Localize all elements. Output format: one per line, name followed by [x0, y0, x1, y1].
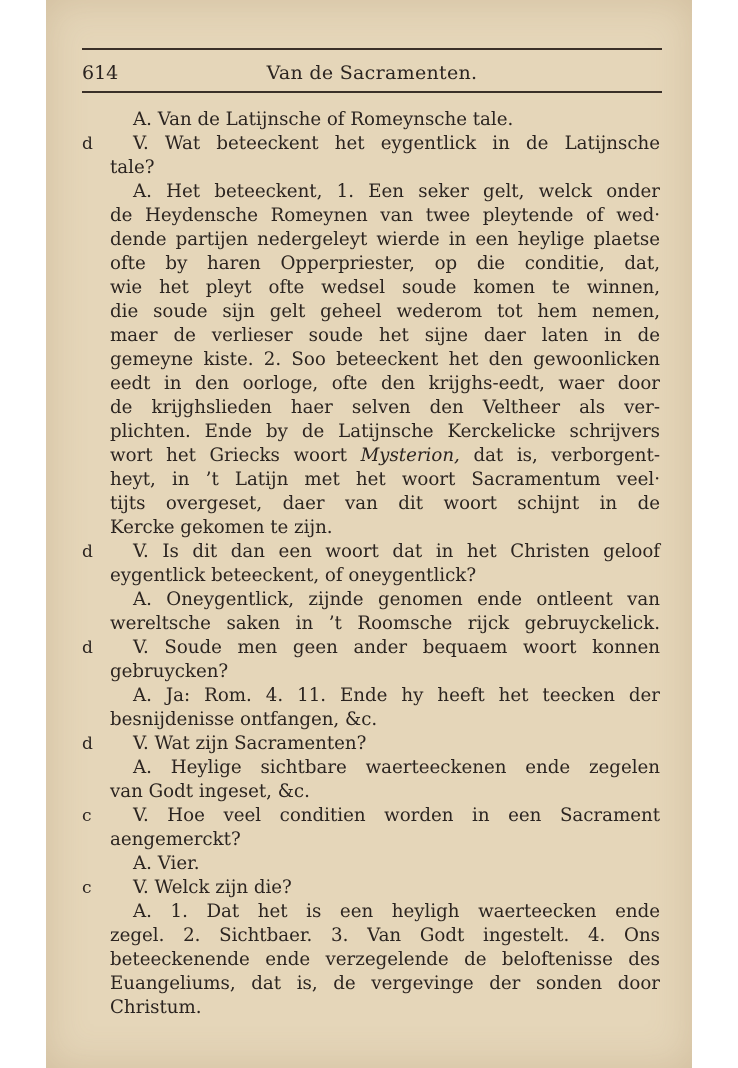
margin-marker: d [82, 542, 93, 562]
text-line [0, 132, 738, 156]
text-line [0, 876, 738, 900]
text-line [0, 636, 738, 660]
text-line [0, 708, 738, 732]
line-text: V. Wat zijn Sacramenten? [133, 733, 367, 754]
text-line [0, 540, 738, 564]
line-text-part: wort het Griecks woort [110, 445, 347, 466]
line-text: wereltsche saken in ’t Roomsche rijck gebruyckelick. [110, 613, 660, 634]
line-text: Euangeliums, dat is, de vergevinge der sonden door [110, 973, 660, 994]
line-text: V. Hoe veel conditien worden in een Sacrament [133, 805, 660, 826]
line-text: A. Vier. [133, 853, 200, 874]
italic-term: Mysterion, [360, 445, 460, 466]
text-line [0, 396, 738, 420]
line-text: Kercke gekomen te zijn. [110, 517, 333, 538]
text-line [0, 276, 738, 300]
text-line [0, 228, 738, 252]
margin-marker: d [82, 734, 93, 754]
line-text: A. Ja: Rom. 4. 11. Ende hy heeft het teecken der [133, 685, 660, 706]
line-text: die soude sijn gelt geheel wederom tot hem nemen, [110, 301, 660, 322]
line-text: zegel. 2. Sichtbaer. 3. Van Godt ingestelt. 4. Ons [110, 925, 660, 946]
text-line [0, 324, 738, 348]
header-top-rule [82, 48, 662, 50]
line-text: van Godt ingeset, &c. [110, 781, 310, 802]
line-text: de Heydensche Romeynen van twee pleytende of wed· [110, 205, 660, 226]
line-text: gemeyne kiste. 2. Soo beteeckent het den gewoonlicken [110, 349, 660, 370]
line-text: wie het pleyt ofte wedsel soude komen te winnen, [110, 277, 660, 298]
line-text: A. Het beteeckent, 1. Een seker gelt, welck onder [133, 181, 660, 202]
text-line [0, 900, 738, 924]
line-text: besnijdenisse ontfangen, &c. [110, 709, 378, 730]
line-text: dende partijen nedergeleyt wierde in een heylige plaetse [110, 229, 660, 250]
line-text: aengemerckt? [110, 829, 241, 850]
line-text: A. Heylige sichtbare waerteeckenen ende zegelen [133, 757, 660, 778]
text-line [0, 588, 738, 612]
text-line [0, 300, 738, 324]
text-line [0, 492, 738, 516]
text-line [0, 852, 738, 876]
page-header [82, 60, 662, 86]
text-line [0, 516, 738, 540]
text-line [0, 348, 738, 372]
text-line [0, 564, 738, 588]
line-text: A. 1. Dat het is een heyligh waerteecken ende [133, 901, 660, 922]
running-title: Van de Sacramenten. [266, 62, 478, 84]
line-text: V. Wat beteeckent het eygentlick in de Latijnsche [133, 133, 660, 154]
line-text: heyt, in ’t Latijn met het woort Sacramentum veel· [110, 469, 660, 490]
line-text: V. Is dit dan een woort dat in het Christen geloof [133, 541, 660, 562]
line-text: de krijghslieden haer selven den Veltheer als ver- [110, 397, 660, 418]
margin-marker: c [82, 806, 92, 826]
line-text-part: dat is, verborgent- [473, 445, 660, 466]
line-text: V. Soude men geen ander bequaem woort konnen [133, 637, 660, 658]
text-line [0, 612, 738, 636]
text-line [0, 684, 738, 708]
header-bottom-rule [82, 91, 662, 93]
text-line [0, 756, 738, 780]
text-line [0, 444, 738, 468]
line-text: plichten. Ende by de Latijnsche Kerckelicke schrijvers [110, 421, 660, 442]
text-line [0, 180, 738, 204]
line-text: eygentlick beteeckent, of oneygentlick? [110, 565, 477, 586]
text-line [0, 420, 738, 444]
text-line [0, 732, 738, 756]
line-text: tijts overgeset, daer van dit woort schijnt in de [110, 493, 660, 514]
line-text: maer de verlieser soude het sijne daer laten in de [110, 325, 660, 346]
text-line [0, 948, 738, 972]
margin-marker: c [82, 878, 92, 898]
line-text [110, 444, 660, 468]
text-line [0, 204, 738, 228]
text-line [0, 660, 738, 684]
line-text: eedt in den oorloge, ofte den krijghs-eedt, waer door [110, 373, 660, 394]
text-line [0, 828, 738, 852]
line-text: beteeckenende ende verzegelende de beloftenisse des [110, 949, 660, 970]
text-line [0, 108, 738, 132]
line-text: V. Welck zijn die? [133, 877, 292, 898]
text-line [0, 804, 738, 828]
text-line [0, 996, 738, 1020]
line-text: ofte by haren Opperpriester, op die conditie, dat, [110, 253, 660, 274]
line-text: tale? [110, 157, 155, 178]
text-line [0, 780, 738, 804]
body-text [0, 108, 738, 1020]
line-text: gebruycken? [110, 661, 229, 682]
text-line [0, 156, 738, 180]
margin-marker: d [82, 134, 93, 154]
line-text: Christum. [110, 997, 202, 1018]
margin-marker: d [82, 638, 93, 658]
line-text: A. Van de Latijnsche of Romeynsche tale. [133, 109, 514, 130]
text-line [0, 372, 738, 396]
line-text: A. Oneygentlick, zijnde genomen ende ontleent van [133, 589, 660, 610]
text-line [0, 972, 738, 996]
page-number: 614 [82, 62, 119, 84]
text-line [0, 252, 738, 276]
text-line [0, 924, 738, 948]
text-line [0, 468, 738, 492]
